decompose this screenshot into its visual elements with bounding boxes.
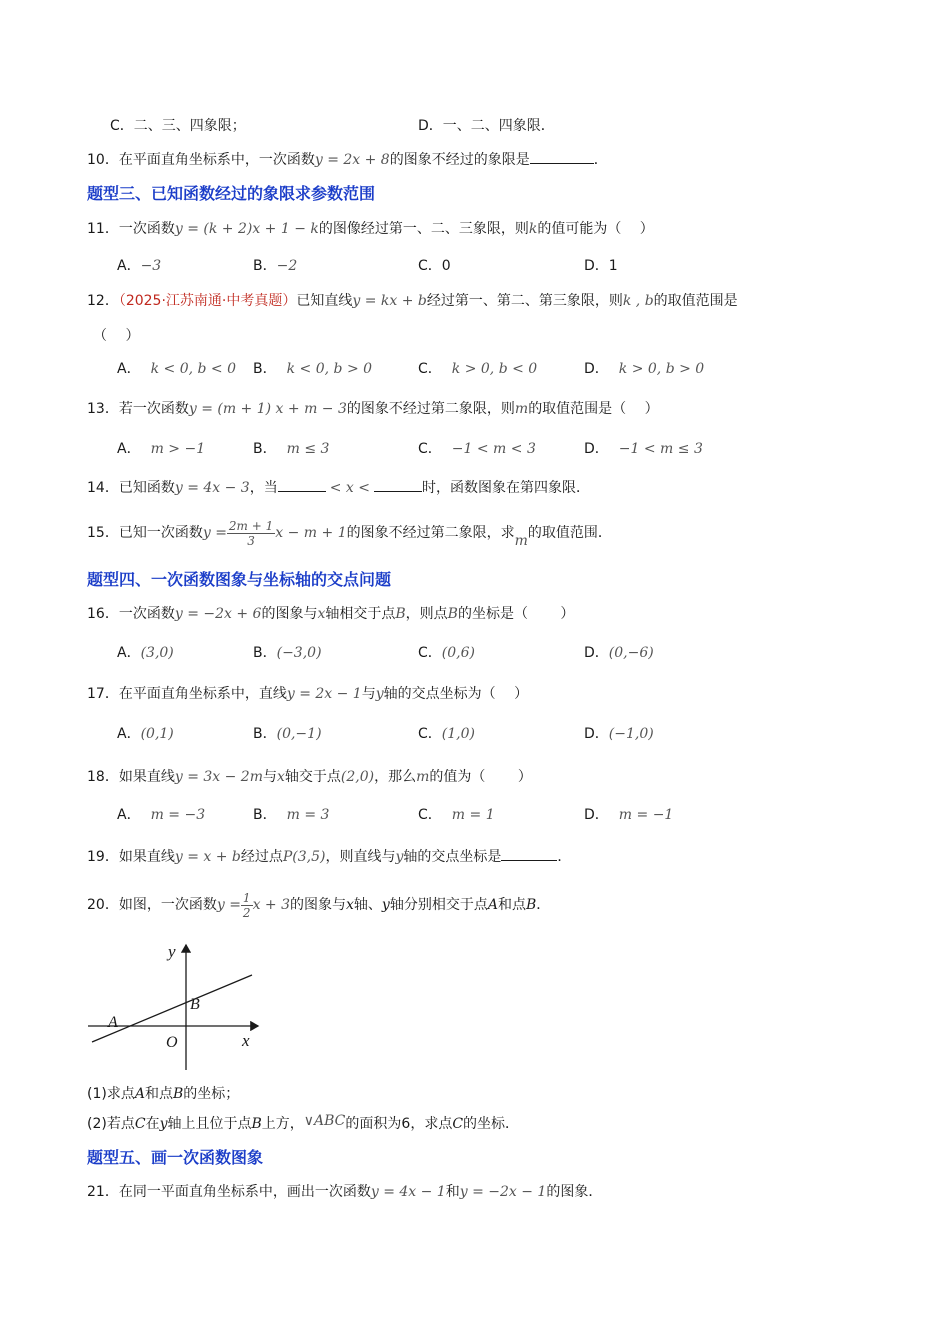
q12-option-c[interactable]: C． k > 0, b < 0: [418, 361, 538, 377]
fraction: $\frac{1}{2}$: [242, 890, 251, 920]
q9-option-d: D．一、二、四象限．: [418, 118, 555, 134]
question-12: 12．（2025·江苏南通·中考真题）已知直线y = kx + b经过第一、第二、第三象限，则k , b的取值范围是: [87, 293, 738, 309]
q11-option-a[interactable]: A．−3: [117, 258, 162, 274]
q13-option-b[interactable]: B． m ≤ 3: [253, 441, 330, 457]
q18-option-d[interactable]: D． m = −1: [584, 807, 674, 823]
question-16: 16．一次函数y = −2x + 6的图象与x轴相交于点B，则点B的坐标是（ ）: [87, 606, 575, 622]
q12-option-d[interactable]: D． k > 0, b > 0: [584, 361, 705, 377]
q12-option-b[interactable]: B． k < 0, b > 0: [253, 361, 373, 377]
question-17: 17．在平面直角坐标系中，直线y = 2x − 1与y轴的交点坐标为（ ）: [87, 686, 529, 702]
question-14: 14．已知函数y = 4x − 3，当 < x < 时，函数图象在第四象限．: [87, 476, 590, 498]
question-10: 10．在平面直角坐标系中，一次函数y = 2x + 8的图象不经过的象限是 ．: [87, 148, 608, 170]
question-20-part-2: (2)若点C在y轴上且位于点B上方，∨ABC的面积为6，求点C的坐标．: [87, 1113, 520, 1132]
q12-option-a[interactable]: A． k < 0, b < 0: [117, 361, 236, 377]
q18-option-c[interactable]: C． m = 1: [418, 807, 495, 823]
question-19: 19．如果直线y = x + b经过点P(3,5)，则直线与y轴的交点坐标是 ．: [87, 845, 571, 867]
label-y: y: [168, 942, 176, 961]
q11-option-c[interactable]: C．0: [418, 258, 451, 274]
q18-option-a[interactable]: A． m = −3: [117, 807, 206, 823]
source-tag: （2025·江苏南通·中考真题）: [118, 293, 297, 309]
function-line: [92, 975, 252, 1042]
section-heading-5: 题型五、画一次函数图象: [87, 1148, 264, 1167]
q16-option-a[interactable]: A．(3,0): [117, 645, 174, 661]
label-o: O: [166, 1034, 178, 1051]
question-18: 18．如果直线y = 3x − 2m与x轴交于点(2,0)，那么m的值为（ ）: [87, 769, 532, 785]
q17-option-c[interactable]: C．(1,0): [418, 726, 475, 742]
question-15: 15．已知一次函数y = $\frac{2m + 1}{3}$ x − m + 1的图象不经过第二象限，求m的取值范围．: [87, 518, 612, 549]
q20-figure: [80, 935, 270, 1075]
q16-option-b[interactable]: B．(−3,0): [253, 645, 322, 661]
fraction: $\frac{2m + 1}{3}$: [228, 518, 274, 548]
q16-option-d[interactable]: D．(0,−6): [584, 645, 654, 661]
answer-blank[interactable]: [530, 148, 594, 164]
q11-option-d[interactable]: D．1: [584, 258, 618, 274]
question-13: 13．若一次函数y = (m + 1) x + m − 3的图象不经过第二象限，则m的取值范围是（ ）: [87, 401, 659, 417]
q13-option-a[interactable]: A． m > −1: [117, 441, 206, 457]
question-21: 21．在同一平面直角坐标系中，画出一次函数y = 4x − 1和y = −2x − 1的图象．: [87, 1184, 603, 1200]
q18-option-b[interactable]: B． m = 3: [253, 807, 330, 823]
label-a: A: [108, 1014, 118, 1031]
answer-blank[interactable]: [501, 845, 557, 861]
answer-blank-lower[interactable]: [278, 476, 326, 492]
question-11: 11．一次函数y = (k + 2)x + 1 − k的图像经过第一、二、三象限，则k的值可能为（ ）: [87, 221, 654, 237]
section-heading-3: 题型三、已知函数经过的象限求参数范围: [87, 184, 376, 203]
q9-option-c: C．二、三、四象限；: [110, 118, 246, 134]
q11-option-b[interactable]: B．−2: [253, 258, 298, 274]
question-12-paren: （ ）: [93, 328, 140, 344]
q17-option-b[interactable]: B．(0,−1): [253, 726, 322, 742]
question-20-part-1: (1)求点A和点B的坐标；: [87, 1086, 240, 1102]
q13-option-d[interactable]: D． −1 < m ≤ 3: [584, 441, 703, 457]
q13-option-c[interactable]: C． −1 < m < 3: [418, 441, 536, 457]
q17-option-d[interactable]: D．(−1,0): [584, 726, 654, 742]
label-b: B: [190, 996, 200, 1013]
section-heading-4: 题型四、一次函数图象与坐标轴的交点问题: [87, 570, 392, 589]
label-x: x: [242, 1031, 250, 1050]
q16-option-c[interactable]: C．(0,6): [418, 645, 475, 661]
q17-option-a[interactable]: A．(0,1): [117, 726, 174, 742]
answer-blank-upper[interactable]: [374, 476, 422, 492]
question-20: 20．如图，一次函数y = $\frac{1}{2}$ x + 3的图象与x轴、y轴分别相交于点A和点B．: [87, 890, 551, 920]
